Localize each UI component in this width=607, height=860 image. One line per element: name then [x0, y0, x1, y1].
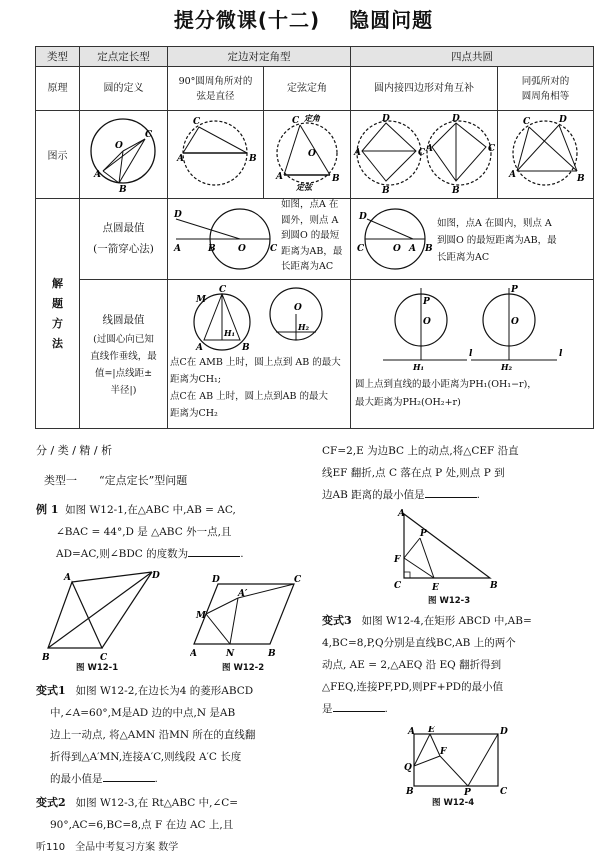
- svg-text:l: l: [559, 349, 563, 359]
- circle-diagram-cyclic-quad: [352, 111, 496, 195]
- line-circle-method: 线圆最值 (过圆心向已知 直线作垂线，最 值=|点线距± 半径|): [80, 280, 168, 429]
- svg-text:D: D: [558, 115, 567, 125]
- figure-cell-1: [80, 111, 168, 199]
- svg-text:D: D: [152, 571, 160, 581]
- variant-2-continued: CF=2,E 为边BC 上的动点,将△CEF 沿直 线EF 翻折,点 C 落在点 P 处,则点 P 到 边AB 距离的最小值是 .: [322, 445, 519, 501]
- svg-text:A: A: [409, 244, 416, 254]
- line-circle-notes-right: 圆上点到直线的最小距离为PH₁(OH₁−r)， 最大距离为PH₂(OH₂+r): [355, 379, 537, 408]
- svg-text:A: A: [93, 170, 101, 180]
- svg-text:F: F: [394, 555, 401, 565]
- svg-text:H₁: H₁: [413, 362, 425, 372]
- svg-text:H₂: H₂: [501, 362, 513, 372]
- answer-blank[interactable]: [188, 546, 240, 557]
- variant-2: 变式2 如图 W12-3,在 Rt△ABC 中,∠C= 90°,AC=6,BC=8,点 F 在边 AC 上,且: [36, 796, 239, 831]
- svg-text:C: C: [100, 653, 108, 663]
- svg-text:M: M: [196, 611, 206, 621]
- svg-text:B: B: [208, 244, 216, 254]
- figure-w12-4: [400, 726, 512, 796]
- svg-text:C: C: [192, 117, 200, 127]
- svg-text:O: O: [393, 244, 401, 254]
- svg-text:C: C: [522, 117, 530, 127]
- summary-table: [35, 46, 594, 429]
- svg-text:O: O: [308, 149, 316, 159]
- principle-fixed-angle: 定弦定角: [264, 67, 351, 111]
- svg-text:A: A: [176, 154, 184, 164]
- line-circle-cell-right: [351, 280, 594, 429]
- principle-circle-def: 圆的定义: [80, 67, 168, 111]
- svg-text:C: C: [219, 285, 227, 295]
- point-outside-diagram: [172, 207, 282, 273]
- svg-text:A: A: [426, 144, 433, 154]
- svg-text:E: E: [428, 726, 435, 735]
- page-footer: 听110 全品中考复习方案 数学: [36, 842, 179, 853]
- svg-text:O: O: [294, 303, 302, 313]
- svg-text:定弦: 定弦: [296, 182, 312, 192]
- circle-diagram-right-angle: [169, 111, 263, 195]
- svg-text:C: C: [294, 575, 302, 585]
- svg-text:H₁: H₁: [224, 328, 236, 338]
- caption-w12-1: 图 W12-1: [76, 663, 119, 673]
- example-1: 例 1 如图 W12-1,在△ABC 中,AB = AC, ∠BAC = 44°,D 是 △ABC 外一点,且 AD=AC,则∠BDC 的度数为 .: [36, 503, 244, 560]
- svg-text:A: A: [408, 727, 415, 737]
- svg-text:H₂: H₂: [298, 322, 310, 332]
- svg-text:M: M: [196, 295, 206, 305]
- caption-w12-4: 图 W12-4: [432, 798, 475, 808]
- svg-text:O: O: [511, 317, 519, 327]
- svg-text:Q: Q: [404, 763, 412, 773]
- svg-text:B: B: [248, 154, 257, 164]
- point-inside-diagram: [353, 207, 437, 273]
- point-circle-method: 点圆最值 (一箭穿心法): [80, 199, 168, 280]
- svg-text:D: D: [212, 575, 220, 585]
- line-circle-diagram-right: [381, 284, 571, 372]
- svg-text:D: D: [382, 114, 390, 124]
- svg-text:A′: A′: [238, 589, 248, 599]
- svg-text:P: P: [464, 788, 471, 796]
- figure-cell-5: [498, 111, 594, 199]
- point-inside-cell: [351, 199, 594, 280]
- principle-right-angle: 90°圆周角所对的 弦是直径: [168, 67, 264, 111]
- circle-diagram-fixed-point: [81, 111, 167, 195]
- header-fixed-point: 定点定长型: [80, 47, 168, 67]
- figure-cell-3: [264, 111, 351, 199]
- caption-w12-2: 图 W12-2: [222, 663, 265, 673]
- row-label-principle: 原理: [36, 67, 80, 111]
- svg-text:P: P: [511, 285, 518, 295]
- svg-text:C: C: [488, 144, 496, 154]
- svg-text:C: C: [500, 787, 508, 796]
- figure-w12-1: [42, 568, 162, 668]
- principle-cyclic-quad: 圆内接四边形对角互补: [351, 67, 498, 111]
- row-label-figure: 图示: [36, 111, 80, 199]
- svg-text:A: A: [190, 649, 197, 659]
- row-label-solve: 解 题 方 法: [36, 199, 80, 429]
- header-fixed-chord: 定边对定角型: [168, 47, 351, 67]
- svg-text:N: N: [226, 649, 235, 659]
- svg-text:C: C: [357, 244, 365, 254]
- svg-text:B: B: [42, 653, 50, 663]
- svg-text:A: A: [64, 573, 71, 583]
- svg-text:A: A: [174, 244, 181, 254]
- svg-text:B: B: [425, 244, 433, 254]
- point-outside-desc: 如图，点A 在 圆外，则点 A 到圆O 的最短 距离为AB，最 长距离为AC: [281, 199, 343, 272]
- svg-text:B: B: [332, 174, 340, 184]
- header-concyclic: 四点共圆: [351, 47, 594, 67]
- svg-text:C: C: [144, 130, 152, 140]
- answer-blank[interactable]: [425, 487, 477, 498]
- figure-w12-3: [390, 508, 502, 592]
- svg-text:C: C: [394, 581, 402, 591]
- point-inside-desc: 如图，点A 在圆内，则点 A 到圆O 的最短距离为AB，最 长距离为AC: [437, 218, 557, 263]
- svg-text:D: D: [359, 212, 367, 222]
- svg-text:B: B: [452, 186, 460, 195]
- svg-text:D: D: [500, 727, 508, 737]
- svg-text:F: F: [440, 747, 447, 757]
- header-type: 类型: [36, 47, 80, 67]
- line-circle-notes-left: 点C在 AMB 上时，圆上点到 AB 的最大 距离为CH₁; 点C在 AB 上时，圆上点到AB 的最大 距离为CH₂: [170, 357, 341, 419]
- answer-blank[interactable]: [103, 771, 155, 782]
- type1-heading: 类型一 “定点定长”型问题: [44, 474, 188, 487]
- figure-cell-2: [168, 111, 264, 199]
- svg-text:O: O: [238, 244, 246, 254]
- svg-text:E: E: [432, 583, 439, 592]
- line-circle-diagram-left: [184, 284, 334, 356]
- svg-text:P: P: [423, 297, 430, 307]
- svg-text:B: B: [118, 185, 127, 195]
- answer-blank[interactable]: [333, 701, 385, 712]
- svg-text:B: B: [406, 787, 414, 796]
- svg-text:B: B: [382, 186, 390, 195]
- svg-text:A: A: [276, 172, 283, 182]
- point-outside-cell: [168, 199, 351, 280]
- caption-w12-3: 图 W12-3: [428, 596, 471, 606]
- svg-text:B: B: [576, 174, 585, 184]
- section-heading: 分 / 类 / 精 / 析: [36, 444, 113, 457]
- svg-text:A: A: [398, 509, 405, 519]
- svg-text:A: A: [508, 170, 516, 180]
- svg-text:A: A: [196, 343, 203, 353]
- variant-1: 变式1 如图 W12-2,在边长为4 的菱形ABCD 中,∠A=60°,M是AD 边的中点,N 是AB 边上一动点, 将△AMN 沿MN 所在的直线翻 折得到△A′MN,连接A′C,则线段 A′C 长度 的最小值是 .: [36, 684, 256, 785]
- circle-diagram-fixed-angle: [264, 111, 350, 195]
- principle-same-arc: 同弧所对的 圆周角相等: [498, 67, 594, 111]
- svg-text:l: l: [469, 349, 473, 359]
- variant-3: 变式3 如图 W12-4,在矩形 ABCD 中,AB= 4,BC=8,P,Q分别是直线BC,AB 上的两个 动点, AE = 2,△AEQ 沿 EQ 翻折得到 △FEQ,连接PF,PD,则PF+PD的最小值 是 .: [322, 614, 532, 715]
- svg-text:A: A: [354, 148, 361, 158]
- svg-text:C: C: [418, 148, 426, 158]
- svg-text:B: B: [268, 649, 276, 659]
- svg-text:D: D: [452, 114, 460, 124]
- svg-text:O: O: [423, 317, 431, 327]
- svg-text:B: B: [242, 343, 250, 353]
- page-title: 提分微课(十二) 隐圆问题: [173, 8, 434, 32]
- figure-cell-4: [351, 111, 498, 199]
- line-circle-cell-left: [168, 280, 351, 429]
- circle-diagram-same-arc: [499, 111, 593, 195]
- figure-w12-2: [190, 574, 302, 660]
- svg-text:C: C: [270, 244, 278, 254]
- svg-text:C: C: [292, 116, 300, 126]
- svg-text:B: B: [490, 581, 498, 591]
- svg-text:O: O: [114, 141, 123, 151]
- svg-text:D: D: [174, 210, 182, 220]
- svg-text:定角: 定角: [304, 113, 320, 123]
- svg-text:P: P: [420, 529, 427, 539]
